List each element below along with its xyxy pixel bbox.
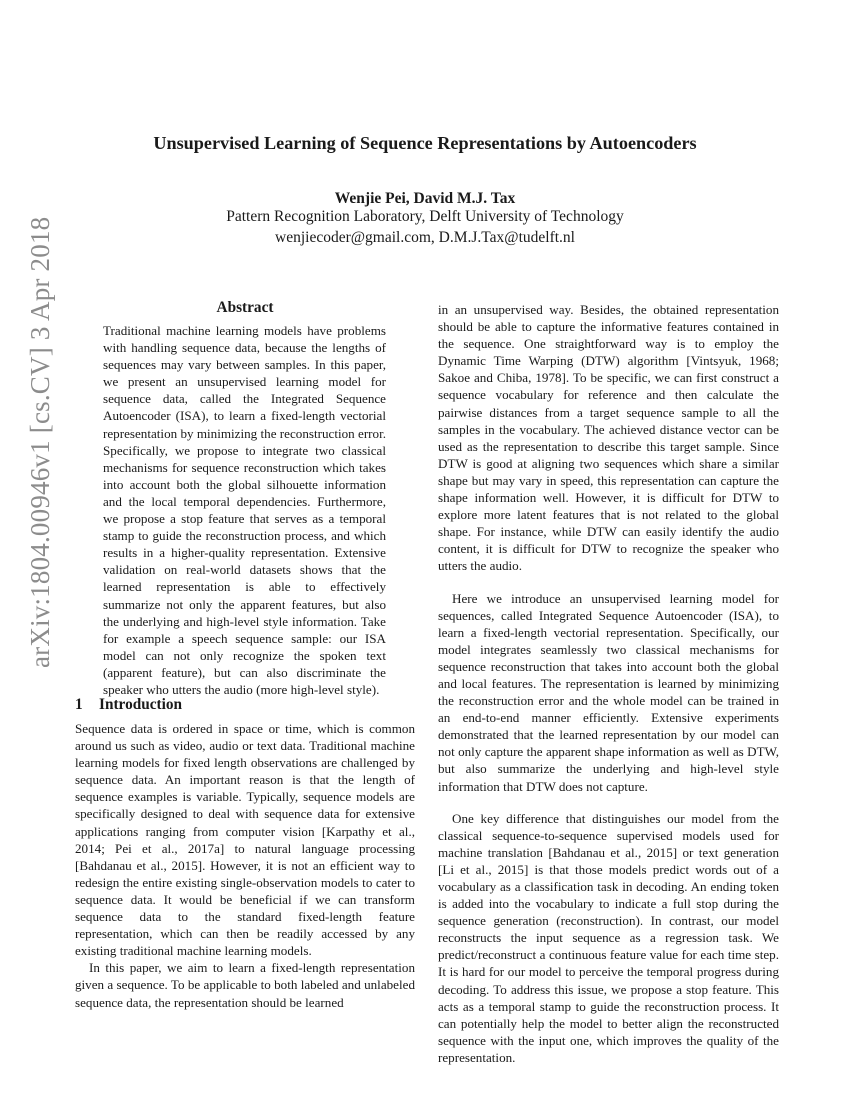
arxiv-side-stamp: arXiv:1804.00946v1 [cs.CV] 3 Apr 2018 [25, 216, 55, 668]
abstract-text: Traditional machine learning models have problems with handling sequence data, because the lengths of sequences may vary between samples. In this paper, we present an unsupervised learning model for sequence data, called the Integrated Sequence Autoencoder (ISA), to learn a fixed-length vectorial representation by minimizing the reconstruction error. Specifically, we propose to integrate two classical mechanisms for sequence reconstruction which takes into account both the global silhouette information and the local temporal dependencies. Furthermore, we propose a stop feature that serves as a temporal stamp to guide the reconstruction process, and which results in a higher-quality representation. Extensive validation on real-world datasets shows that the learned representation is able to effectively summarize not only the apparent features, but also the underlying and high-level style information. Take for example a speech sequence sample: our ISA model can not only recognize the spoken text (apparent feature), but can also discriminate the speaker who utters the audio (more high-level style). [103, 323, 386, 697]
right-paragraph-2: Here we introduce an unsupervised learning model for sequences, called Integrated Sequence Autoencoder (ISA), to learn a fixed-length vectorial representation. Specifically, our model integrates seamlessly two classical mechanisms for sequence reconstruction that takes into account both the global and local features. The representation is learned by minimizing the reconstruction error and the whole model can be trained in an end-to-end manner efficiently. Extensive experiments demonstrated that the learned representation by our model can not only capture the apparent shape information as well as DTW, but also summarize the underlying and high-level style information that DTW does not capture. [438, 590, 779, 794]
intro-paragraph-1: Sequence data is ordered in space or time, which is common around us such as video, audio or text data. Traditional machine learning models for fixed length observations are challenged by sequence data. An important reason is that the length of sequence examples is variable. Typically, sequence models are specifically designed to deal with sequence data for extensive applications ranging from computer vision [Karpathy et al., 2014; Pei et al., 2017a] to natural language processing [Bahdanau et al., 2015]. However, it is not an efficient way to redesign the entire existing single-observation models to cater to sequence data. It would be beneficial if we can transform sequence data to the standard fixed-length feature representation, which can then be readily accessed by any existing traditional machine learning models. [75, 721, 415, 959]
section-title: Introduction [99, 696, 183, 713]
section-number: 1 [75, 696, 83, 713]
left-column-body [75, 720, 415, 1011]
author-affiliation: Pattern Recognition Laboratory, Delft University of Technology [226, 208, 624, 225]
abstract-heading: Abstract [216, 299, 274, 316]
section-heading-introduction [75, 696, 182, 714]
author-emails: wenjiecoder@gmail.com, D.M.J.Tax@tudelft.nl [275, 229, 575, 246]
intro-paragraph-2: In this paper, we aim to learn a fixed-length representation given a sequence. To be applicable to both labeled and unlabeled sequence data, the representation should be learned [75, 960, 415, 1010]
paper-title: Unsupervised Learning of Sequence Representations by Autoencoders [153, 133, 697, 153]
right-paragraph-3: One key difference that distinguishes our model from the classical sequence-to-sequence supervised models used for machine translation [Bahdanau et al., 2015] or text generation [Li et al., 2015] is that those models predict words out of a vocabulary as a classification task in decoding. An ending token is added into the vocabulary to indicate a full stop during the sequence generation (reconstruction). In contrast, our model reconstructs the input sequence as a regression task. We predict/reconstruct a continuous feature value for each time step. It is hard for our model to perceive the temporal progress during decoding. To address this issue, we propose a stop feature. This acts as a temporal stamp to guide the reconstruction process. It can potentially help the model to better align the reconstructed sequence with the input one, which improves the quality of the representation. [438, 810, 779, 1065]
author-names: Wenjie Pei, David M.J. Tax [334, 190, 516, 207]
right-column-body [438, 301, 779, 1066]
right-paragraph-1: in an unsupervised way. Besides, the obtained representation should be able to capture the informative features contained in the sequence. One straightforward way is to employ the Dynamic Time Warping (DTW) algorithm [Vintsyuk, 1968; Sakoe and Chiba, 1978]. To be specific, we can first construct a sequence vocabulary for reference and then calculate the pairwise distances from a target sequence sample to all the samples in the vocabulary. The achieved distance vector can be used as the representation to describe this target sample. Since DTW is good at aligning two sequences which share a similar shape but may vary in speed, this representation can capture the shape information well. However, it is difficult for DTW to explore more latent features that is not related to the global shape. For instance, while DTW can easily identify the audio content, it is difficult for DTW to recognize the speaker who utters the audio. [438, 302, 779, 574]
